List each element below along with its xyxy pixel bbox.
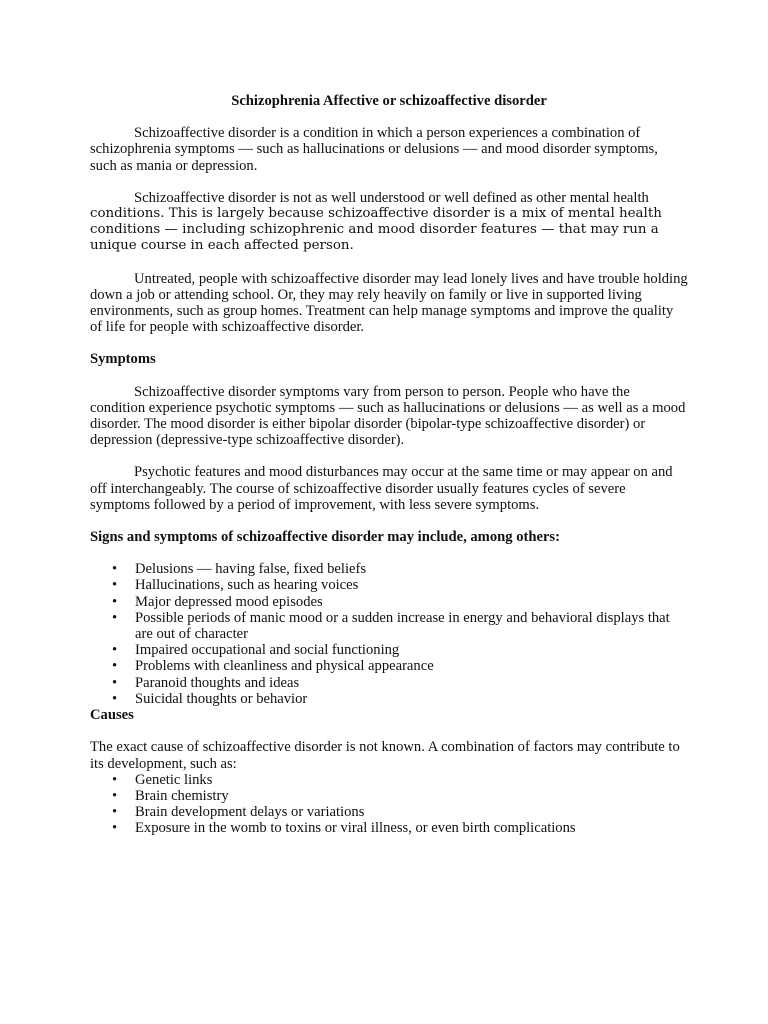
list-item-text: Major depressed mood episodes (135, 593, 323, 610)
list-item (90, 658, 688, 674)
signs-list (90, 561, 688, 691)
list-item-text: Exposure in the womb to toxins or viral illness, or even birth complications (135, 820, 576, 837)
list-item (90, 594, 688, 610)
list-item (90, 642, 688, 658)
list-item-text: Brain chemistry (135, 787, 229, 804)
list-item-text: Possible periods of manic mood or a sudden increase in energy and behavioral displays that are out of character (135, 609, 670, 643)
list-item (90, 788, 688, 804)
list-item-text: Hallucinations, such as hearing voices (135, 577, 359, 594)
bullet-icon: • (112, 787, 118, 804)
bullet-icon: • (112, 593, 118, 610)
list-item-text: Delusions — having false, fixed beliefs (135, 561, 367, 578)
intro-paragraph-2-continued: conditions. This is largely because schizoaffective disorder is a mix of mental health conditions — including schizophrenic and mood disorder features — that may run a unique course in each affected person. (90, 206, 662, 254)
intro-paragraph-2: Schizoaffective disorder is not as well understood or well defined as other mental health (134, 189, 649, 206)
list-item (90, 691, 688, 707)
list-item (90, 804, 688, 820)
list-item (90, 561, 688, 577)
intro-paragraph-3: Untreated, people with schizoaffective disorder may lead lonely lives and have trouble holding down a job or attending school. Or, they may rely heavily on family or live in supported living environments, such as group homes. Treatment can help manage symptoms and improve the quality of life for people with schizoaffective disorder. (90, 270, 688, 336)
document-title: Schizophrenia Affective or schizoaffective disorder (231, 93, 547, 109)
bullet-icon: • (112, 561, 118, 578)
list-item (90, 675, 688, 691)
bullet-icon: • (112, 771, 118, 788)
list-item (90, 577, 688, 593)
symptoms-paragraph-1: Schizoaffective disorder symptoms vary from person to person. People who have the condition experience psychotic symptoms — such as hallucinations or delusions — as well as a mood disorder. The mood disorder is either bipolar disorder (bipolar-type schizoaffective disorder) or depression (depressive-type schizoaffective disorder). (90, 383, 686, 449)
causes-heading: Causes (90, 707, 134, 724)
signs-list-extra (90, 691, 688, 707)
bullet-icon: • (112, 820, 118, 837)
list-item (90, 610, 688, 642)
symptoms-heading: Symptoms (90, 351, 156, 368)
symptoms-paragraph-2: Psychotic features and mood disturbances may occur at the same time or may appear on and off interchangeably. The course of schizoaffective disorder usually features cycles of severe symptoms followed by a period of improvement, with less severe symptoms. (90, 464, 673, 513)
bullet-icon: • (112, 577, 118, 594)
list-item-text: Suicidal thoughts or behavior (135, 690, 308, 707)
intro-paragraph-1: Schizoaffective disorder is a condition in which a person experiences a combination of schizophrenia symptoms — such as hallucinations or delusions — and mood disorder symptoms, such as mania or depression. (90, 125, 658, 174)
list-item (90, 820, 688, 836)
list-item (90, 772, 688, 788)
signs-heading: Signs and symptoms of schizoaffective disorder may include, among others: (90, 529, 560, 546)
bullet-icon: • (112, 674, 118, 691)
bullet-icon: • (112, 804, 118, 821)
causes-list (90, 772, 688, 837)
causes-paragraph: The exact cause of schizoaffective disorder is not known. A combination of factors may contribute to its development, such as: (90, 739, 680, 772)
bullet-icon: • (112, 609, 118, 626)
bullet-icon: • (112, 690, 118, 707)
list-item-text: Problems with cleanliness and physical appearance (135, 658, 434, 675)
list-item-text: Genetic links (135, 771, 213, 788)
list-item-text: Impaired occupational and social functioning (135, 642, 400, 659)
list-item-text: Paranoid thoughts and ideas (135, 674, 300, 691)
list-item-text: Brain development delays or variations (135, 804, 365, 821)
bullet-icon: • (112, 658, 118, 675)
bullet-icon: • (112, 642, 118, 659)
